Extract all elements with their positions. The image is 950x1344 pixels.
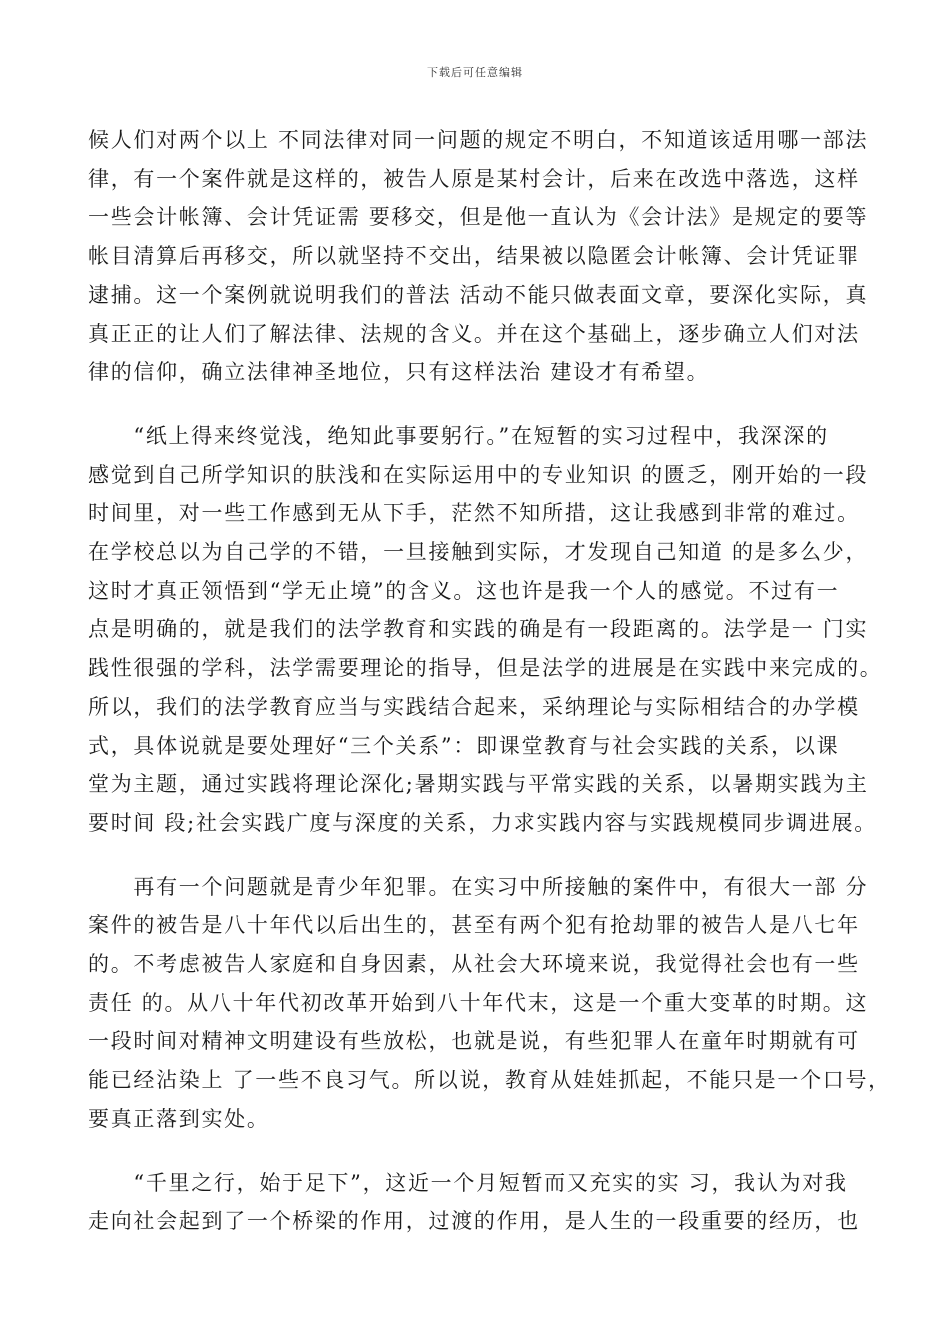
text-line: 真正正的让人们了解法律、法规的含义。并在这个基础上，逐步确立人们对法: [88, 321, 860, 346]
text-line: 律，有一个案件就是这样的，被告人原是某村会计，后来在改选中落选，这样: [88, 166, 860, 191]
text-line: 能已经沾染上 了一些不良习气。所以说，教育从娃娃抓起，不能只是一个口号，: [88, 1068, 891, 1093]
text-line: 一段时间对精神文明建设有些放松，也就是说，有些犯罪人在童年时期就有可: [88, 1029, 860, 1054]
text-line: 这时才真正领悟到“学无止境”的含义。这也许是我一个人的感觉。不过有一: [88, 578, 840, 603]
text-line: 责任 的。从八十年代初改革开始到八十年代末，这是一个重大变革的时期。这: [88, 990, 869, 1015]
text-line: 时间里，对一些工作感到无从下手，茫然不知所措，这让我感到非常的难过。: [88, 501, 860, 526]
text-line: 践性很强的学科，法学需要理论的指导，但是法学的进展是在实践中来完成的。: [88, 656, 883, 681]
text-line: 要真正落到实处。: [88, 1106, 270, 1131]
text-line: 候人们对两个以上 不同法律对同一问题的规定不明白，不知道该适用哪一部法: [88, 128, 869, 152]
text-line: 点是明确的，就是我们的法学教育和实践的确是有一段距离的。法学是一 门实: [88, 617, 869, 642]
text-line: 式，具体说就是要处理好“三个关系”：即课堂教育与社会实践的关系，以课: [88, 733, 840, 758]
text-line: 逮捕。这一个案例就说明我们的普法 活动不能只做表面文章，要深化实际，真: [88, 282, 869, 307]
text-line: 所以，我们的法学教育应当与实践结合起来，采纳理论与实际相结合的办学模: [88, 694, 860, 719]
paragraph-3: [88, 868, 891, 1139]
text-line: 要时间 段;社会实践广度与深度的关系，力求实践内容与实践规模同步调进展。: [88, 810, 877, 835]
paragraph-1: [88, 121, 869, 392]
document-body: [88, 121, 891, 1241]
paragraph-spacer: [88, 843, 863, 868]
paragraph-2: [88, 417, 883, 843]
text-line: 案件的被告是八十年代以后出生的，甚至有两个犯有抢劫罪的被告人是八七年: [88, 913, 860, 938]
text-line: 走向社会起到了一个桥梁的作用，过渡的作用，是人生的一段重要的经历，也: [88, 1209, 860, 1234]
text-line: 感觉到自己所学知识的肤浅和在实际运用中的专业知识 的匮乏，刚开始的一段: [88, 462, 869, 487]
text-line: “纸上得来终觉浅，绝知此事要躬行。”在短暂的实习过程中，我深深的: [88, 423, 829, 448]
paragraph-4: [88, 1164, 863, 1241]
text-line: 再有一个问题就是青少年犯罪。在实习中所接触的案件中，有很大一部 分: [88, 874, 869, 899]
text-line: 的。不考虑被告人家庭和自身因素，从社会大环境来说，我觉得社会也有一些: [88, 952, 860, 977]
text-line: 律的信仰，确立法律神圣地位，只有这样法治 建设才有希望。: [88, 360, 710, 385]
text-line: 帐目清算后再移交，所以就坚持不交出，结果被以隐匿会计帐簿、会计凭证罪: [88, 244, 860, 269]
page-header: 下载后可任意编辑: [427, 66, 523, 79]
text-line: 在学校总以为自己学的不错，一旦接触到实际，才发现自己知道 的是多么少，: [88, 540, 869, 565]
text-line: “千里之行，始于足下”，这近一个月短暂而又充实的实 习，我认为对我: [88, 1170, 848, 1195]
text-line: 堂为主题，通过实践将理论深化;暑期实践与平常实践的关系，以暑期实践为主: [88, 772, 869, 797]
paragraph-spacer: [88, 392, 863, 417]
paragraph-spacer: [88, 1139, 863, 1164]
text-line: 一些会计帐簿、会计凭证需 要移交，但是他一直认为《会计法》是规定的要等: [88, 205, 869, 230]
